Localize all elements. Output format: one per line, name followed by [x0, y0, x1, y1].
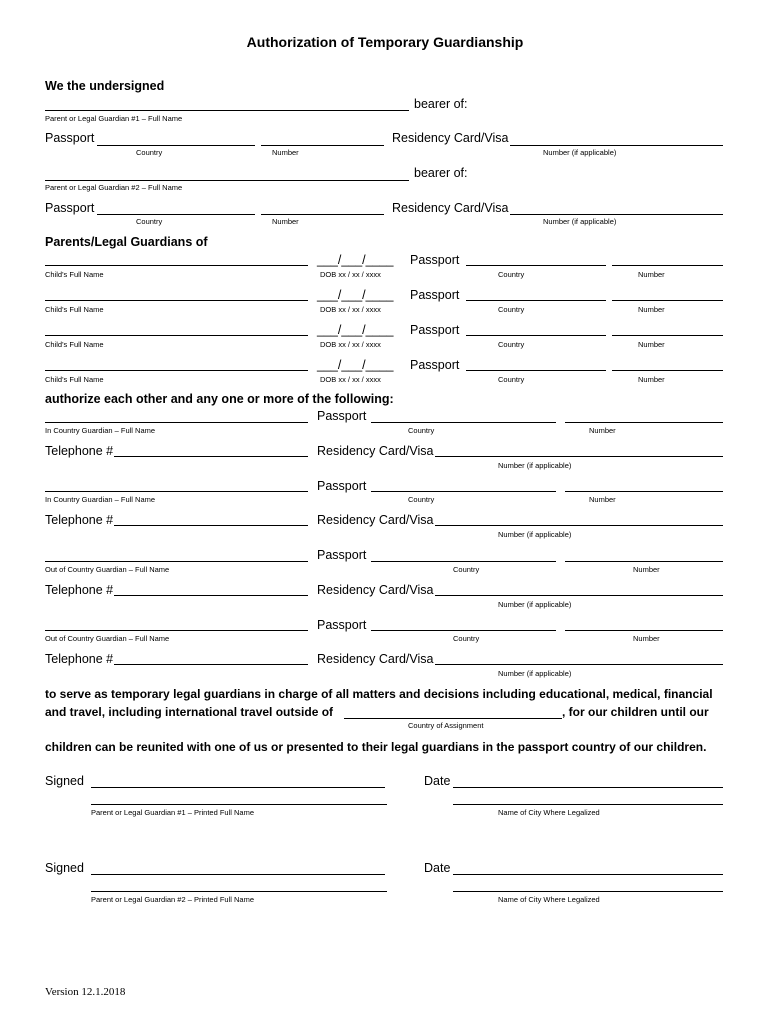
guardian-name-field[interactable]	[45, 491, 308, 492]
child-name-field[interactable]	[45, 265, 308, 266]
parent2-name-field[interactable]	[45, 180, 409, 181]
out-country-caption: Out of Country Guardian – Full Name	[45, 634, 170, 643]
guardian-residency-field[interactable]	[435, 595, 723, 596]
authority-paragraph-line2b: , for our children until our	[562, 705, 709, 719]
child-caption: Child's Full Name	[45, 270, 104, 279]
number-if-caption: Number (if applicable)	[543, 217, 617, 226]
child-name-field[interactable]	[45, 335, 308, 336]
telephone-label: Telephone #	[45, 583, 114, 597]
printed-name1-caption: Parent or Legal Guardian #1 – Printed Full Name	[91, 808, 255, 817]
guardian-residency-field[interactable]	[435, 456, 723, 457]
child-passport-country-field[interactable]	[466, 335, 606, 336]
dob-caption: DOB xx / xx / xxxx	[320, 270, 381, 279]
child-passport-number-field[interactable]	[612, 335, 723, 336]
residency-label: Residency Card/Visa	[317, 652, 434, 666]
parent2-residency-field[interactable]	[510, 214, 723, 215]
authority-paragraph-line2a: and travel, including international travel outside of	[45, 705, 334, 719]
child-caption: Child's Full Name	[45, 375, 104, 384]
in-country-caption: In Country Guardian – Full Name	[45, 495, 156, 504]
number-caption: Number	[638, 340, 665, 349]
date-label: Date	[424, 774, 451, 788]
guardian-telephone-field[interactable]	[114, 525, 308, 526]
number-if-caption: Number (if applicable)	[498, 600, 572, 609]
printed-name1-field[interactable]	[91, 804, 387, 805]
guardian-name-field[interactable]	[45, 561, 308, 562]
residency-label: Residency Card/Visa	[317, 444, 434, 458]
child-passport-number-field[interactable]	[612, 370, 723, 371]
passport-label: Passport	[410, 323, 460, 337]
passport-label: Passport	[317, 479, 367, 493]
number-caption: Number	[272, 217, 299, 226]
city2-field[interactable]	[453, 891, 723, 892]
telephone-label: Telephone #	[45, 444, 114, 458]
country-caption: Country	[408, 495, 435, 504]
guardian-passport-country-field[interactable]	[371, 561, 556, 562]
number-if-caption: Number (if applicable)	[498, 530, 572, 539]
child-dob-field[interactable]: ___/___/____	[317, 253, 394, 267]
residency-label: Residency Card/Visa	[317, 583, 434, 597]
guardian-passport-number-field[interactable]	[565, 491, 723, 492]
signature1-field[interactable]	[91, 787, 385, 788]
signed-label: Signed	[45, 861, 84, 875]
child-dob-field[interactable]: ___/___/____	[317, 358, 394, 372]
parent1-passport-country-field[interactable]	[97, 145, 255, 146]
child-name-field[interactable]	[45, 300, 308, 301]
passport-label: Passport	[45, 131, 95, 145]
guardian-passport-number-field[interactable]	[565, 422, 723, 423]
authorize-heading: authorize each other and any one or more of the following:	[45, 392, 394, 406]
child-passport-number-field[interactable]	[612, 300, 723, 301]
country-caption: Country	[408, 426, 435, 435]
guardian-name-field[interactable]	[45, 422, 308, 423]
number-caption: Number	[589, 495, 616, 504]
date1-field[interactable]	[453, 787, 723, 788]
country-of-assignment-caption: Country of Assignment	[408, 721, 484, 730]
number-caption: Number	[589, 426, 616, 435]
guardian-telephone-field[interactable]	[114, 456, 308, 457]
guardian-telephone-field[interactable]	[114, 664, 308, 665]
child-dob-field[interactable]: ___/___/____	[317, 323, 394, 337]
guardian-passport-country-field[interactable]	[371, 630, 556, 631]
number-caption: Number	[638, 270, 665, 279]
guardian-passport-country-field[interactable]	[371, 422, 556, 423]
number-caption: Number	[638, 375, 665, 384]
guardian-residency-field[interactable]	[435, 525, 723, 526]
out-country-caption: Out of Country Guardian – Full Name	[45, 565, 170, 574]
country-caption: Country	[498, 305, 525, 314]
country-caption: Country	[136, 217, 163, 226]
parent1-passport-number-field[interactable]	[261, 145, 384, 146]
city1-field[interactable]	[453, 804, 723, 805]
residency-label: Residency Card/Visa	[392, 131, 509, 145]
passport-label: Passport	[317, 548, 367, 562]
parent2-caption: Parent or Legal Guardian #2 – Full Name	[45, 183, 183, 192]
city-caption: Name of City Where Legalized	[498, 808, 600, 817]
child-dob-field[interactable]: ___/___/____	[317, 288, 394, 302]
passport-label: Passport	[317, 618, 367, 632]
parent2-passport-country-field[interactable]	[97, 214, 255, 215]
residency-label: Residency Card/Visa	[317, 513, 434, 527]
child-passport-number-field[interactable]	[612, 265, 723, 266]
bearer-of-label-2: bearer of:	[414, 166, 468, 180]
version-label: Version 12.1.2018	[45, 986, 126, 998]
bearer-of-label-1: bearer of:	[414, 97, 468, 111]
number-caption: Number	[633, 634, 660, 643]
signed-label: Signed	[45, 774, 84, 788]
page-title: Authorization of Temporary Guardianship	[246, 34, 524, 50]
intro-heading: We the undersigned	[45, 79, 165, 93]
telephone-label: Telephone #	[45, 652, 114, 666]
number-caption: Number	[638, 305, 665, 314]
authority-paragraph-line1: to serve as temporary legal guardians in charge of all matters and decisions including educational, medical, financial	[45, 687, 713, 701]
passport-label: Passport	[317, 409, 367, 423]
country-caption: Country	[136, 148, 163, 157]
country-of-assignment-field[interactable]	[344, 718, 562, 719]
reunite-paragraph: children can be reunited with one of us or presented to their legal guardians in the passport country of our children.	[45, 740, 707, 754]
signature2-field[interactable]	[91, 874, 385, 875]
passport-label: Passport	[45, 201, 95, 215]
telephone-label: Telephone #	[45, 513, 114, 527]
country-caption: Country	[498, 270, 525, 279]
child-passport-country-field[interactable]	[466, 265, 606, 266]
child-passport-country-field[interactable]	[466, 370, 606, 371]
country-caption: Country	[498, 340, 525, 349]
printed-name2-field[interactable]	[91, 891, 387, 892]
child-passport-country-field[interactable]	[466, 300, 606, 301]
guardian-passport-number-field[interactable]	[565, 561, 723, 562]
country-caption: Country	[498, 375, 525, 384]
parent1-name-field[interactable]	[45, 110, 409, 111]
guardian-passport-number-field[interactable]	[565, 630, 723, 631]
date-label: Date	[424, 861, 451, 875]
passport-label: Passport	[410, 253, 460, 267]
number-if-caption: Number (if applicable)	[543, 148, 617, 157]
guardian-residency-field[interactable]	[435, 664, 723, 665]
country-caption: Country	[453, 634, 480, 643]
parent2-passport-number-field[interactable]	[261, 214, 384, 215]
guardian-name-field[interactable]	[45, 630, 308, 631]
dob-caption: DOB xx / xx / xxxx	[320, 305, 381, 314]
number-caption: Number	[272, 148, 299, 157]
child-caption: Child's Full Name	[45, 340, 104, 349]
guardians-of-heading: Parents/Legal Guardians of	[45, 235, 208, 249]
dob-caption: DOB xx / xx / xxxx	[320, 340, 381, 349]
passport-label: Passport	[410, 288, 460, 302]
city-caption: Name of City Where Legalized	[498, 895, 600, 904]
dob-caption: DOB xx / xx / xxxx	[320, 375, 381, 384]
country-caption: Country	[453, 565, 480, 574]
date2-field[interactable]	[453, 874, 723, 875]
guardian-telephone-field[interactable]	[114, 595, 308, 596]
child-caption: Child's Full Name	[45, 305, 104, 314]
child-name-field[interactable]	[45, 370, 308, 371]
in-country-caption: In Country Guardian – Full Name	[45, 426, 156, 435]
guardian-passport-country-field[interactable]	[371, 491, 556, 492]
residency-label: Residency Card/Visa	[392, 201, 509, 215]
number-caption: Number	[633, 565, 660, 574]
parent1-residency-field[interactable]	[510, 145, 723, 146]
printed-name2-caption: Parent or Legal Guardian #2 – Printed Full Name	[91, 895, 255, 904]
number-if-caption: Number (if applicable)	[498, 461, 572, 470]
parent1-caption: Parent or Legal Guardian #1 – Full Name	[45, 114, 183, 123]
number-if-caption: Number (if applicable)	[498, 669, 572, 678]
passport-label: Passport	[410, 358, 460, 372]
